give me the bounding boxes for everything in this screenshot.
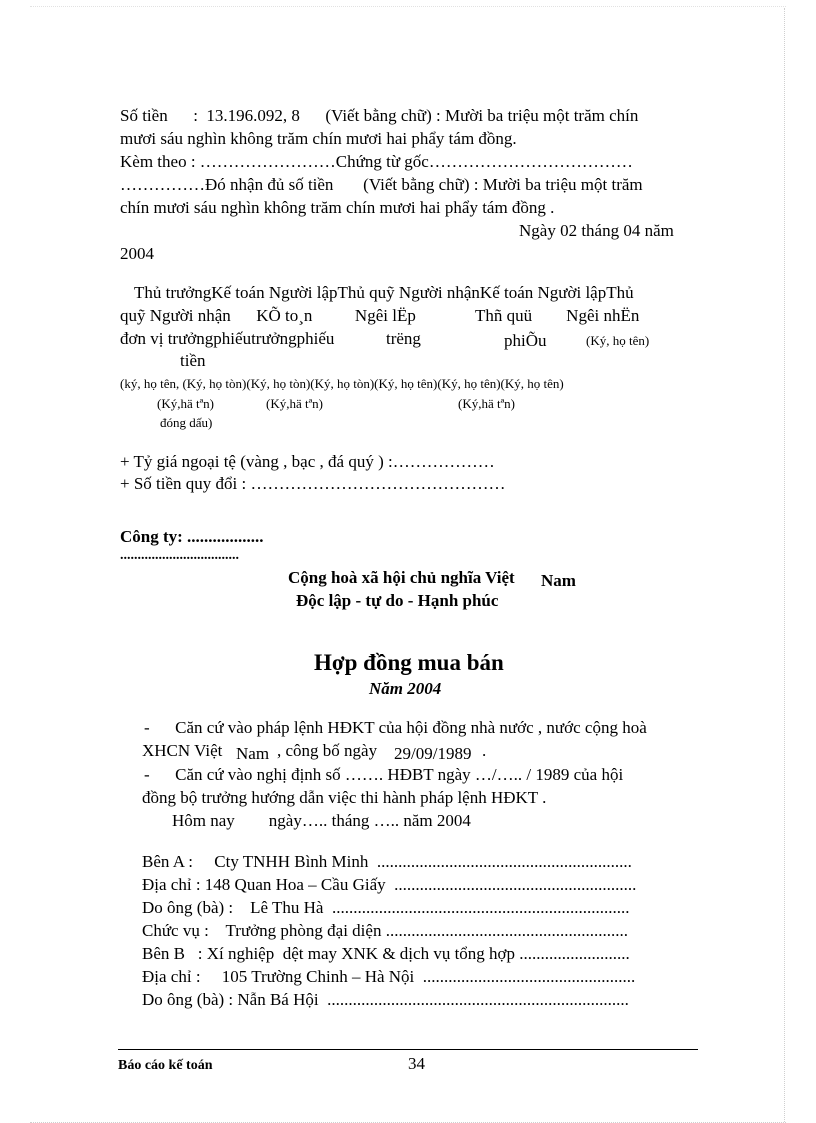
footer-rule — [118, 1049, 698, 1050]
signature-stamp-note: đóng dấu) — [160, 415, 213, 430]
legal-basis-1-announced: , công bố ngày — [277, 741, 378, 760]
national-motto: Độc lập - tự do - Hạnh phúc — [296, 591, 499, 610]
signature-name-note: (Ký, họ tên) — [586, 333, 650, 348]
signature-titles-row-1: Thủ trưởngKế toán Người lậpThủ quỹ Người nhậnKế toán Người lậpThủ — [134, 283, 634, 302]
party-line: Bên A : Cty TNHH Bình Minh ............................................................ — [142, 852, 632, 871]
page-right-dotted-border — [784, 8, 785, 1122]
signature-titles-row-3-legacy-a: trëng — [386, 329, 421, 348]
party-line: Địa chỉ : 105 Trường Chinh – Hà Nội .................................................. — [142, 967, 636, 986]
date-line: Ngày 02 tháng 04 năm — [519, 221, 674, 240]
signature-note-legacy-a: (Ký,hä tªn) — [157, 396, 215, 411]
signature-notes-row: (ký, họ tên, (Ký, họ tòn)(Ký, họ tòn)(Ký, họ tòn)(Ký, họ tên)(Ký, họ tên)(Ký, họ tên) — [120, 376, 564, 391]
signature-titles-row-4: tiền — [180, 351, 206, 370]
amount-words-continuation: mươi sáu nghìn không trăm chín mươi hai phẩy tám đồng. — [120, 129, 517, 148]
legal-basis-1-nam: Nam — [236, 744, 270, 763]
legal-basis-1: - Căn cứ vào pháp lệnh HĐKT của hội đồng nhà nước , nước cộng hoà — [144, 718, 647, 737]
legal-basis-2-cont: đồng bộ trưởng hướng dẫn việc thi hành pháp lệnh HĐKT . — [142, 788, 547, 807]
party-line: Do ông (bà) : Nẫn Bá Hội ....................................................................... — [142, 990, 629, 1009]
signature-note-legacy-c: (Ký,hä tªn) — [458, 396, 516, 411]
received-words-continuation: chín mươi sáu nghìn không trăm chín mươi hai phẩy tám đồng . — [120, 198, 555, 217]
national-title: Cộng hoà xã hội chủ nghĩa Việt — [288, 568, 515, 587]
date-year: 2004 — [120, 244, 154, 263]
amount-line: Số tiền : 13.196.092, 8 (Viết bằng chữ) : Mười ba triệu một trăm chín — [120, 106, 639, 125]
converted-amount-line: + Số tiền quy đổi : ……………………………………… — [120, 474, 506, 493]
party-line: Do ông (bà) : Lê Thu Hà ...................................................................... — [142, 898, 630, 917]
page-top-dotted-border — [30, 6, 786, 7]
today-line: Hôm nay ngày….. tháng ….. năm 2004 — [172, 811, 471, 830]
signature-note-legacy-b: (Ký,hä tªn) — [266, 396, 324, 411]
legal-basis-1-period: . — [482, 741, 487, 760]
legal-basis-1-date: 29/09/1989 — [394, 744, 472, 763]
page-number: 34 — [408, 1054, 425, 1073]
exchange-rate-line: + Tỷ giá ngoại tệ (vàng , bạc , đá quý ) :……………… — [120, 452, 495, 471]
contract-title: Hợp đồng mua bán — [314, 650, 504, 675]
legal-basis-2: - Căn cứ vào nghị định số ……. HĐBT ngày …/….. / 1989 của hội — [144, 765, 624, 784]
legal-basis-1-cont: XHCN Việt — [142, 741, 223, 760]
signature-titles-row-2: quỹ Người nhận KÕ to¸n Ngêi lËp Thñ quü Ngêi nhËn — [120, 306, 640, 325]
party-line: Địa chỉ : 148 Quan Hoa – Cầu Giấy ......................................................... — [142, 875, 637, 894]
signature-titles-row-3: đơn vị trưởngphiếutrưởngphiếu — [120, 329, 335, 348]
company-dots: .................................. — [120, 548, 239, 563]
company-label: Công ty: .................. — [120, 527, 264, 546]
national-title-end: Nam — [541, 571, 576, 590]
signature-titles-row-3-legacy-b: phiÕu — [504, 331, 547, 350]
party-line: Bên B : Xí nghiệp dệt may XNK & dịch vụ tổng hợp .......................... — [142, 944, 630, 963]
received-amount-line: ……………Đó nhận đủ số tiền (Viết bằng chữ) : Mười ba triệu một trăm — [120, 175, 643, 194]
footer-title: Báo cáo kế toán — [118, 1058, 213, 1073]
party-line: Chức vụ : Trưởng phòng đại diện ......................................................... — [142, 921, 628, 940]
attachments-line: Kèm theo : ……………………Chứng từ gốc……………………………… — [120, 152, 633, 171]
contract-subtitle: Năm 2004 — [369, 679, 442, 698]
